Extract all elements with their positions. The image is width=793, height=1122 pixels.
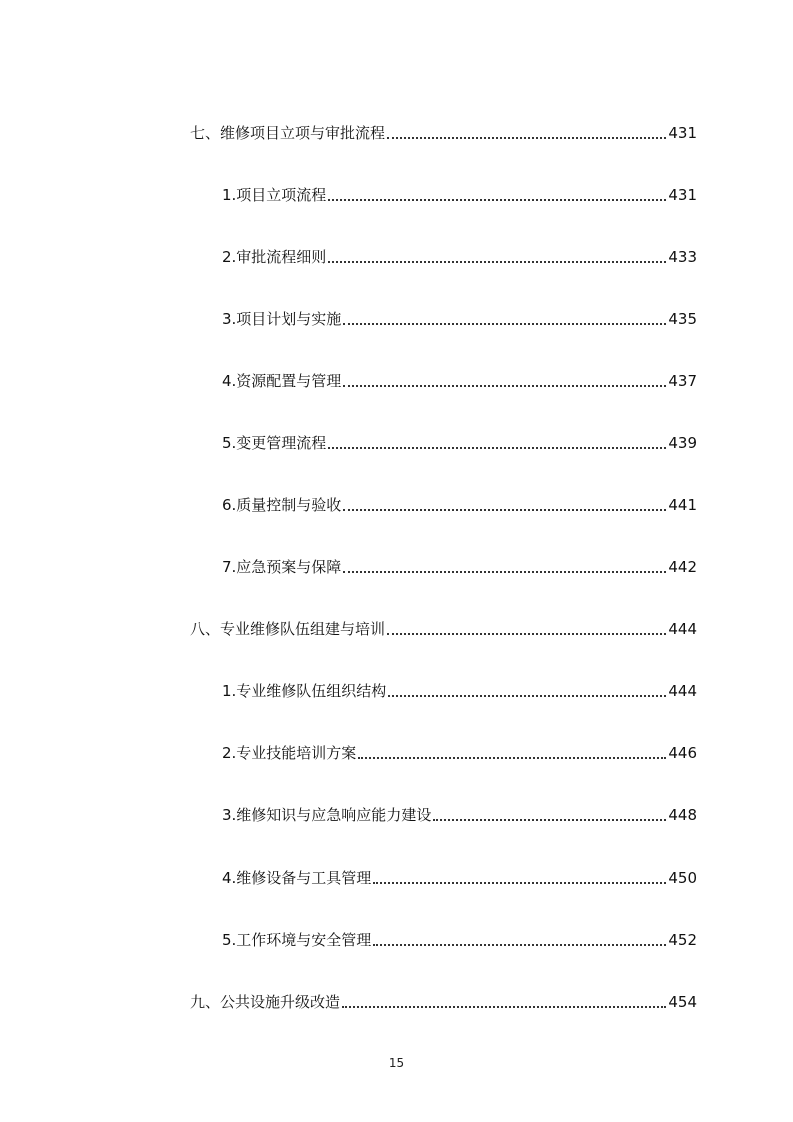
toc-entry-subsection[interactable] <box>222 802 697 826</box>
toc-entry-title: 2.专业技能培训方案 <box>222 744 357 762</box>
toc-entry-page-number: 435 <box>668 310 697 328</box>
toc-entry-title: 1.项目立项流程 <box>222 186 327 204</box>
toc-entry-page-number: 452 <box>668 931 697 949</box>
toc-entry-title: 1.专业维修队伍组织结构 <box>222 682 387 700</box>
toc-entry-subsection[interactable] <box>222 492 697 516</box>
toc-entry-title: 3.项目计划与实施 <box>222 310 342 328</box>
toc-entry-page-number: 431 <box>668 186 697 204</box>
dot-leader <box>373 944 666 946</box>
dot-leader <box>387 633 666 635</box>
toc-entry-title: 5.变更管理流程 <box>222 434 327 452</box>
dot-leader <box>343 385 666 387</box>
toc-entry-title: 7.应急预案与保障 <box>222 558 342 576</box>
toc-entry-page-number: 444 <box>668 620 697 638</box>
dot-leader <box>342 1006 666 1008</box>
toc-entry-subsection[interactable] <box>222 244 697 268</box>
toc-entry-section[interactable] <box>190 616 697 640</box>
dot-leader <box>343 509 666 511</box>
dot-leader <box>373 882 666 884</box>
toc-entry-title: 九、公共设施升级改造 <box>190 993 341 1011</box>
toc-entry-subsection[interactable] <box>222 368 697 392</box>
dot-leader <box>358 757 666 759</box>
toc-entry-page-number: 439 <box>668 434 697 452</box>
dot-leader <box>328 199 666 201</box>
toc-entry-page-number: 433 <box>668 248 697 266</box>
toc-entry-page-number: 446 <box>668 744 697 762</box>
toc-entry-title: 2.审批流程细则 <box>222 248 327 266</box>
toc-entry-title: 八、专业维修队伍组建与培训 <box>190 620 386 638</box>
toc-entry-section[interactable] <box>190 989 697 1013</box>
toc-entry-subsection[interactable] <box>222 430 697 454</box>
toc-entry-title: 5.工作环境与安全管理 <box>222 931 372 949</box>
toc-entry-subsection[interactable] <box>222 182 697 206</box>
toc-entry-page-number: 441 <box>668 496 697 514</box>
toc-entry-page-number: 450 <box>668 869 697 887</box>
dot-leader <box>433 819 666 821</box>
toc-entry-subsection[interactable] <box>222 740 697 764</box>
toc-entry-subsection[interactable] <box>222 865 697 889</box>
toc-entry-title: 七、维修项目立项与审批流程 <box>190 124 386 142</box>
toc-entry-page-number: 437 <box>668 372 697 390</box>
toc-entry-title: 3.维修知识与应急响应能力建设 <box>222 806 432 824</box>
dot-leader <box>328 447 666 449</box>
toc-entry-subsection[interactable] <box>222 927 697 951</box>
toc-entry-title: 4.资源配置与管理 <box>222 372 342 390</box>
toc-entry-page-number: 431 <box>668 124 697 142</box>
toc-entry-subsection[interactable] <box>222 554 697 578</box>
toc-entry-subsection[interactable] <box>222 678 697 702</box>
dot-leader <box>328 261 666 263</box>
dot-leader <box>343 323 666 325</box>
dot-leader <box>388 695 666 697</box>
page-number: 15 <box>388 1056 405 1070</box>
toc-entry-page-number: 454 <box>668 993 697 1011</box>
toc-entry-page-number: 442 <box>668 558 697 576</box>
toc-entry-title: 6.质量控制与验收 <box>222 496 342 514</box>
dot-leader <box>343 571 666 573</box>
toc-entry-section[interactable] <box>190 120 697 144</box>
dot-leader <box>387 137 666 139</box>
toc-entry-subsection[interactable] <box>222 306 697 330</box>
toc-entry-page-number: 448 <box>668 806 697 824</box>
toc-entry-page-number: 444 <box>668 682 697 700</box>
toc-entry-title: 4.维修设备与工具管理 <box>222 869 372 887</box>
